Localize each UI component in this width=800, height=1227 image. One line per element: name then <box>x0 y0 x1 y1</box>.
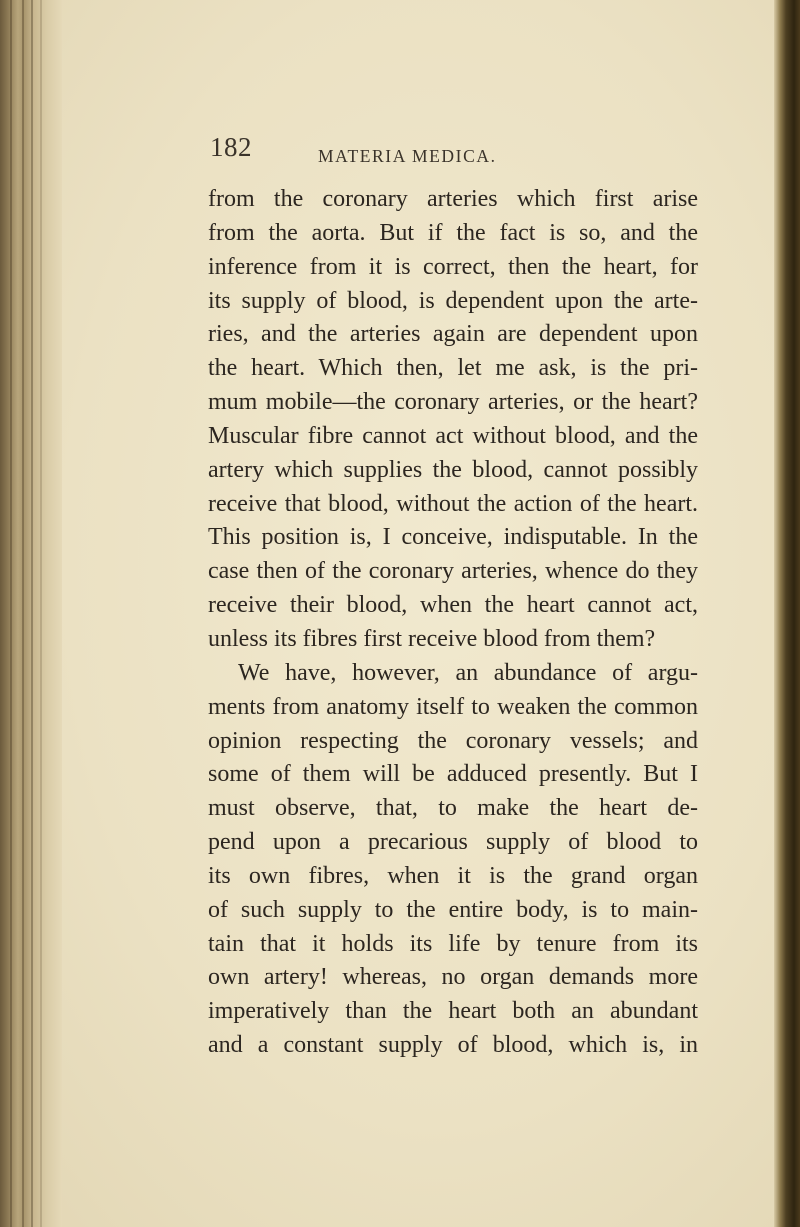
text-line: of such supply to the entire body, is to main- <box>208 896 698 923</box>
page-edge <box>774 0 800 1227</box>
page-gutter <box>0 0 62 1227</box>
text-line: own artery! whereas, no organ demands more <box>208 964 698 991</box>
text-line: and a constant supply of blood, which is, in <box>208 1032 698 1059</box>
text-line: This position is, I conceive, indisputable. In the <box>208 524 698 551</box>
text-line: from the coronary arteries which first arise <box>208 186 698 212</box>
text-line: imperatively than the heart both an abundant <box>208 998 698 1025</box>
text-line: opinion respecting the coronary vessels; and <box>208 727 698 754</box>
text-line: ries, and the arteries again are dependent upon <box>208 321 698 348</box>
text-line: receive their blood, when the heart cannot act, <box>208 592 698 619</box>
text-line: ments from anatomy itself to weaken the common <box>208 693 698 720</box>
text-line: tain that it holds its life by tenure from its <box>208 930 698 957</box>
body-text <box>208 183 698 1063</box>
text-line: We have, however, an abundance of argu- <box>238 659 698 686</box>
text-line: its supply of blood, is dependent upon the arte- <box>208 287 698 314</box>
text-line: some of them will be adduced presently. But I <box>208 761 698 788</box>
text-line: must observe, that, to make the heart de- <box>208 795 698 822</box>
running-head: MATERIA MEDICA. <box>318 146 497 166</box>
text-line: the heart. Which then, let me ask, is the pri- <box>208 355 698 382</box>
text-line: artery which supplies the blood, cannot possibly <box>208 456 698 483</box>
text-line: receive that blood, without the action of the heart. <box>208 490 698 517</box>
page-header <box>210 132 730 176</box>
text-line: Muscular fibre cannot act without blood, and the <box>208 422 698 449</box>
text-line: case then of the coronary arteries, whence do they <box>208 558 698 585</box>
text-line: pend upon a precarious supply of blood to <box>208 829 698 856</box>
text-line: inference from it is correct, then the heart, for <box>208 253 698 280</box>
text-line: mum mobile—the coronary arteries, or the heart? <box>208 389 698 416</box>
text-line: unless its fibres first receive blood from them? <box>208 625 656 652</box>
page-number: 182 <box>210 132 252 162</box>
text-line: from the aorta. But if the fact is so, and the <box>208 219 698 246</box>
text-line: its own fibres, when it is the grand organ <box>208 862 698 889</box>
